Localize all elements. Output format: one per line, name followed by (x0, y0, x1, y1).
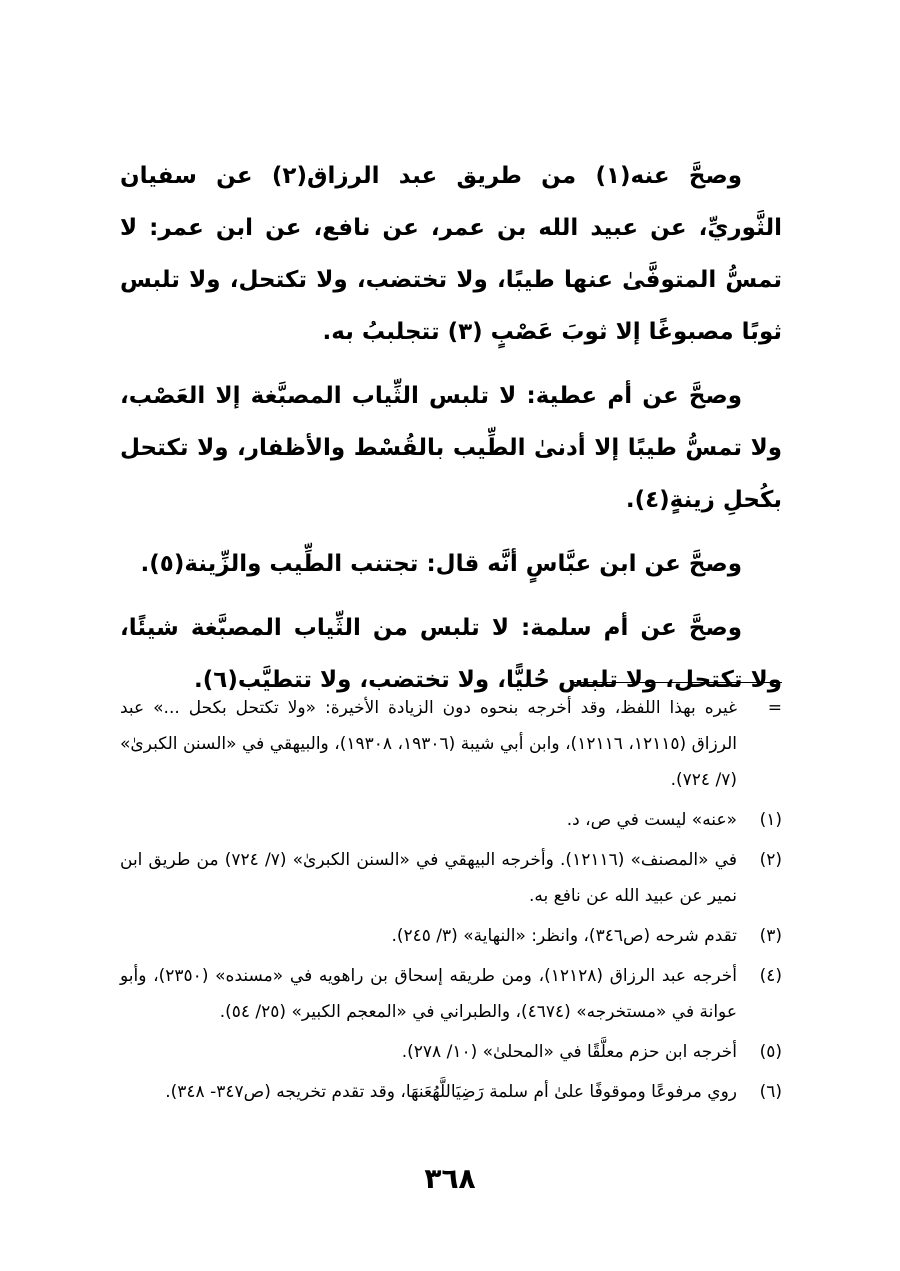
paragraph-3: وصحَّ عن ابن عبَّاسٍ أنَّه قال: تجتنب الطِّيب والزِّينة(٥). (140, 551, 742, 577)
footnote-number: = (767, 698, 782, 718)
paragraph-1: وصحَّ عنه(١) من طريق عبد الرزاق(٢) عن سفيان الثَّوريِّ، عن عبيد الله بن عمر، عن نافع، عن ابن عمر: لا تمسُّ المتوفَّىٰ عنها طيبًا، ولا تختضب، ولا تكتحل، ولا تلبس ثوبًا مصبوغًا إلا ثوبَ عَصْبٍ (٣) تتجلببُ به. (120, 163, 782, 345)
footnote-number: (٦) (759, 1082, 782, 1102)
footnote-6 (120, 1074, 782, 1110)
footnote-text: تقدم شرحه (ص٣٤٦)، وانظر: «النهاية» (٣/ ٢٤٥). (391, 926, 737, 946)
footnote-number: (٣) (759, 926, 782, 946)
footnote-separator (572, 682, 782, 683)
footnote-number: (٢) (759, 850, 782, 870)
footnote-number: (٥) (759, 1042, 782, 1062)
footnote-5 (120, 1034, 782, 1070)
footnote-1 (120, 802, 782, 838)
footnote-3 (120, 918, 782, 954)
page-number: ٣٦٨ (424, 1162, 476, 1195)
footnote-text: روي مرفوعًا وموقوفًا علىٰ أم سلمة رَضِيَاللَّهُعَنهَا، وقد تقدم تخريجه (ص٣٤٧- ٣٤٨). (165, 1082, 737, 1102)
footnote-4 (120, 958, 782, 1030)
footnote-2 (120, 842, 782, 914)
footnote-continuation (120, 690, 782, 798)
main-text (120, 150, 782, 706)
footnote-text: أخرجه عبد الرزاق (١٢١٢٨)، ومن طريقه إسحاق بن راهويه في «مسنده» (٢٣٥٠)، وأبو عوانة في «مستخرجه» (٤٦٧٤)، والطبراني في «المعجم الكبير» (٢٥/ ٥٤). (120, 966, 737, 1022)
paragraph-2: وصحَّ عن أم عطية: لا تلبس الثِّياب المصبَّغة إلا العَصْب، ولا تمسُّ طيبًا إلا أدنىٰ الطِّيب بالقُسْط والأظفار، ولا تكتحل بكُحلِ زينةٍ(٤). (120, 383, 782, 513)
footnote-text: أخرجه ابن حزم معلَّقًا في «المحلىٰ» (١٠/ ٢٧٨). (401, 1042, 737, 1062)
footnote-number: (١) (759, 810, 782, 830)
paragraph-4: وصحَّ عن أم سلمة: لا تلبس من الثِّياب المصبَّغة شيئًا، ولا تكتحل، ولا تلبس حُليًّا، ولا تختضب، ولا تتطيَّب(٦). (120, 615, 782, 693)
footnote-text: غيره بهذا اللفظ، وقد أخرجه بنحوه دون الزيادة الأخيرة: «ولا تكتحل بكحل ...» عبد الرزاق (١٢١١٥، ١٢١١٦)، وابن أبي شيبة (١٩٣٠٦، ١٩٣٠٨)، والبيهقي في «السنن الكبرىٰ» (٧/ ٧٢٤). (120, 698, 737, 790)
footnotes (120, 690, 782, 1114)
footnote-text: في «المصنف» (١٢١١٦). وأخرجه البيهقي في «السنن الكبرىٰ» (٧/ ٧٢٤) من طريق ابن نمير عن عبيد الله عن نافع به. (120, 850, 737, 906)
footnote-number: (٤) (759, 966, 782, 986)
footnote-text: «عنه» ليست في ص، د. (566, 810, 737, 830)
